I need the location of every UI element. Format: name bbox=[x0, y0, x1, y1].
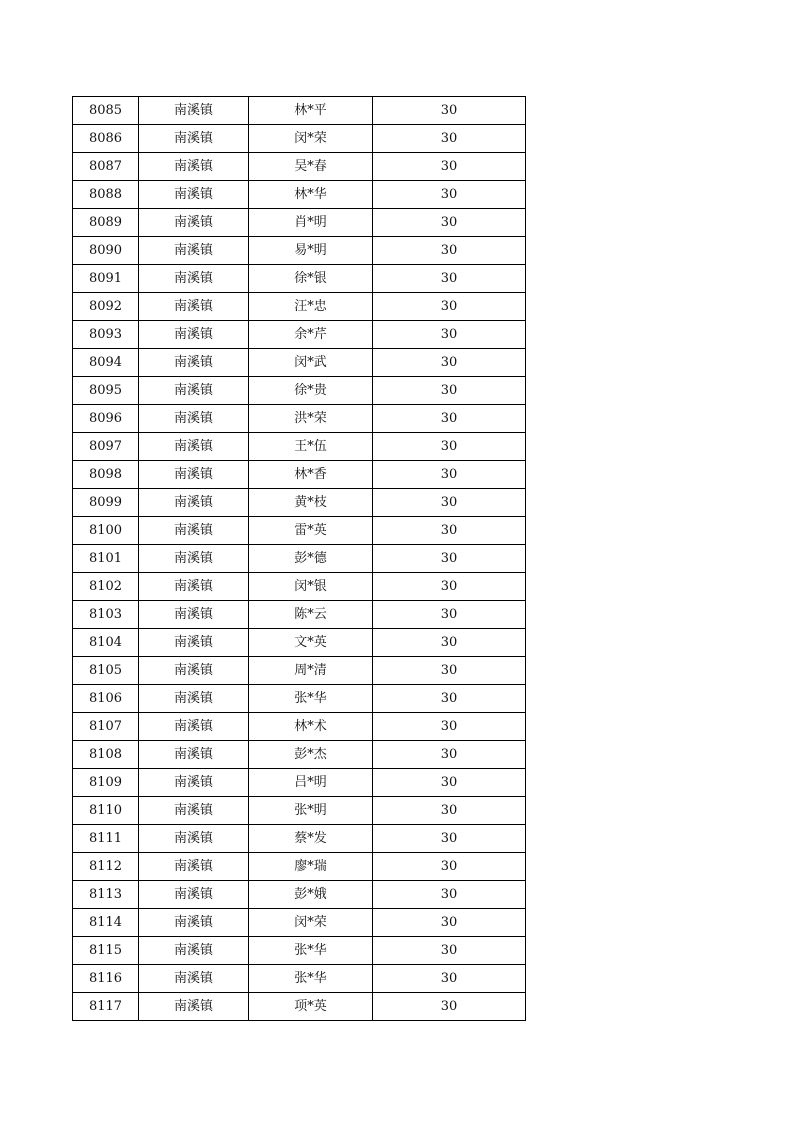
row-number-cell: 8109 bbox=[73, 769, 139, 797]
row-number-cell: 8092 bbox=[73, 293, 139, 321]
table-row bbox=[73, 461, 526, 489]
table-row bbox=[73, 993, 526, 1021]
table-row bbox=[73, 713, 526, 741]
table-row bbox=[73, 321, 526, 349]
table-row bbox=[73, 657, 526, 685]
row-number-cell: 8090 bbox=[73, 237, 139, 265]
amount-cell: 30 bbox=[373, 909, 526, 937]
name-cell: 彭*杰 bbox=[249, 741, 373, 769]
amount-cell: 30 bbox=[373, 937, 526, 965]
name-cell: 王*伍 bbox=[249, 433, 373, 461]
row-number-cell: 8106 bbox=[73, 685, 139, 713]
amount-cell: 30 bbox=[373, 741, 526, 769]
table-row bbox=[73, 489, 526, 517]
name-cell: 肖*明 bbox=[249, 209, 373, 237]
row-number-cell: 8101 bbox=[73, 545, 139, 573]
table-row bbox=[73, 293, 526, 321]
town-cell: 南溪镇 bbox=[139, 265, 249, 293]
amount-cell: 30 bbox=[373, 797, 526, 825]
table-row bbox=[73, 377, 526, 405]
name-cell: 易*明 bbox=[249, 237, 373, 265]
row-number-cell: 8115 bbox=[73, 937, 139, 965]
amount-cell: 30 bbox=[373, 853, 526, 881]
row-number-cell: 8094 bbox=[73, 349, 139, 377]
row-number-cell: 8091 bbox=[73, 265, 139, 293]
amount-cell: 30 bbox=[373, 573, 526, 601]
row-number-cell: 8111 bbox=[73, 825, 139, 853]
name-cell: 吴*春 bbox=[249, 153, 373, 181]
amount-cell: 30 bbox=[373, 293, 526, 321]
row-number-cell: 8113 bbox=[73, 881, 139, 909]
amount-cell: 30 bbox=[373, 545, 526, 573]
name-cell: 林*平 bbox=[249, 97, 373, 125]
amount-cell: 30 bbox=[373, 125, 526, 153]
table-body bbox=[73, 97, 526, 1021]
table-row bbox=[73, 881, 526, 909]
row-number-cell: 8093 bbox=[73, 321, 139, 349]
row-number-cell: 8088 bbox=[73, 181, 139, 209]
row-number-cell: 8110 bbox=[73, 797, 139, 825]
row-number-cell: 8089 bbox=[73, 209, 139, 237]
name-cell: 吕*明 bbox=[249, 769, 373, 797]
town-cell: 南溪镇 bbox=[139, 993, 249, 1021]
name-cell: 徐*贵 bbox=[249, 377, 373, 405]
row-number-cell: 8104 bbox=[73, 629, 139, 657]
table-row bbox=[73, 517, 526, 545]
name-cell: 项*英 bbox=[249, 993, 373, 1021]
name-cell: 闵*荣 bbox=[249, 125, 373, 153]
name-cell: 林*术 bbox=[249, 713, 373, 741]
amount-cell: 30 bbox=[373, 825, 526, 853]
table-row bbox=[73, 97, 526, 125]
amount-cell: 30 bbox=[373, 97, 526, 125]
name-cell: 蔡*发 bbox=[249, 825, 373, 853]
name-cell: 陈*云 bbox=[249, 601, 373, 629]
town-cell: 南溪镇 bbox=[139, 545, 249, 573]
name-cell: 汪*忠 bbox=[249, 293, 373, 321]
table-row bbox=[73, 965, 526, 993]
name-cell: 余*芹 bbox=[249, 321, 373, 349]
town-cell: 南溪镇 bbox=[139, 405, 249, 433]
table-row bbox=[73, 405, 526, 433]
name-cell: 彭*娥 bbox=[249, 881, 373, 909]
amount-cell: 30 bbox=[373, 881, 526, 909]
town-cell: 南溪镇 bbox=[139, 461, 249, 489]
town-cell: 南溪镇 bbox=[139, 349, 249, 377]
town-cell: 南溪镇 bbox=[139, 573, 249, 601]
amount-cell: 30 bbox=[373, 601, 526, 629]
name-cell: 周*清 bbox=[249, 657, 373, 685]
amount-cell: 30 bbox=[373, 685, 526, 713]
row-number-cell: 8107 bbox=[73, 713, 139, 741]
name-cell: 闵*武 bbox=[249, 349, 373, 377]
table-row bbox=[73, 153, 526, 181]
name-cell: 徐*银 bbox=[249, 265, 373, 293]
town-cell: 南溪镇 bbox=[139, 825, 249, 853]
town-cell: 南溪镇 bbox=[139, 685, 249, 713]
town-cell: 南溪镇 bbox=[139, 377, 249, 405]
town-cell: 南溪镇 bbox=[139, 853, 249, 881]
amount-cell: 30 bbox=[373, 265, 526, 293]
name-cell: 闵*银 bbox=[249, 573, 373, 601]
town-cell: 南溪镇 bbox=[139, 125, 249, 153]
amount-cell: 30 bbox=[373, 377, 526, 405]
town-cell: 南溪镇 bbox=[139, 965, 249, 993]
name-cell: 林*香 bbox=[249, 461, 373, 489]
name-cell: 雷*英 bbox=[249, 517, 373, 545]
amount-cell: 30 bbox=[373, 713, 526, 741]
table-row bbox=[73, 349, 526, 377]
amount-cell: 30 bbox=[373, 461, 526, 489]
table-row bbox=[73, 237, 526, 265]
amount-cell: 30 bbox=[373, 153, 526, 181]
town-cell: 南溪镇 bbox=[139, 321, 249, 349]
amount-cell: 30 bbox=[373, 321, 526, 349]
amount-cell: 30 bbox=[373, 769, 526, 797]
name-cell: 黄*枝 bbox=[249, 489, 373, 517]
name-cell: 闵*荣 bbox=[249, 909, 373, 937]
row-number-cell: 8087 bbox=[73, 153, 139, 181]
row-number-cell: 8100 bbox=[73, 517, 139, 545]
name-cell: 张*华 bbox=[249, 965, 373, 993]
table-row bbox=[73, 545, 526, 573]
amount-cell: 30 bbox=[373, 433, 526, 461]
row-number-cell: 8085 bbox=[73, 97, 139, 125]
town-cell: 南溪镇 bbox=[139, 489, 249, 517]
row-number-cell: 8105 bbox=[73, 657, 139, 685]
amount-cell: 30 bbox=[373, 489, 526, 517]
table-row bbox=[73, 433, 526, 461]
amount-cell: 30 bbox=[373, 181, 526, 209]
row-number-cell: 8114 bbox=[73, 909, 139, 937]
row-number-cell: 8112 bbox=[73, 853, 139, 881]
town-cell: 南溪镇 bbox=[139, 881, 249, 909]
subsidy-table bbox=[72, 96, 526, 1021]
table-row bbox=[73, 769, 526, 797]
row-number-cell: 8108 bbox=[73, 741, 139, 769]
name-cell: 张*明 bbox=[249, 797, 373, 825]
table-row bbox=[73, 853, 526, 881]
table-row bbox=[73, 209, 526, 237]
town-cell: 南溪镇 bbox=[139, 97, 249, 125]
name-cell: 文*英 bbox=[249, 629, 373, 657]
row-number-cell: 8117 bbox=[73, 993, 139, 1021]
amount-cell: 30 bbox=[373, 209, 526, 237]
town-cell: 南溪镇 bbox=[139, 909, 249, 937]
name-cell: 张*华 bbox=[249, 685, 373, 713]
amount-cell: 30 bbox=[373, 405, 526, 433]
town-cell: 南溪镇 bbox=[139, 741, 249, 769]
amount-cell: 30 bbox=[373, 237, 526, 265]
table-row bbox=[73, 909, 526, 937]
table-row bbox=[73, 265, 526, 293]
row-number-cell: 8099 bbox=[73, 489, 139, 517]
town-cell: 南溪镇 bbox=[139, 937, 249, 965]
amount-cell: 30 bbox=[373, 349, 526, 377]
table-row bbox=[73, 937, 526, 965]
town-cell: 南溪镇 bbox=[139, 629, 249, 657]
name-cell: 廖*瑞 bbox=[249, 853, 373, 881]
table-row bbox=[73, 573, 526, 601]
town-cell: 南溪镇 bbox=[139, 433, 249, 461]
table-row bbox=[73, 181, 526, 209]
town-cell: 南溪镇 bbox=[139, 153, 249, 181]
row-number-cell: 8086 bbox=[73, 125, 139, 153]
row-number-cell: 8097 bbox=[73, 433, 139, 461]
table-row bbox=[73, 797, 526, 825]
town-cell: 南溪镇 bbox=[139, 517, 249, 545]
amount-cell: 30 bbox=[373, 517, 526, 545]
amount-cell: 30 bbox=[373, 629, 526, 657]
table-row bbox=[73, 825, 526, 853]
town-cell: 南溪镇 bbox=[139, 769, 249, 797]
table-row bbox=[73, 629, 526, 657]
town-cell: 南溪镇 bbox=[139, 209, 249, 237]
row-number-cell: 8116 bbox=[73, 965, 139, 993]
town-cell: 南溪镇 bbox=[139, 601, 249, 629]
name-cell: 张*华 bbox=[249, 937, 373, 965]
table-row bbox=[73, 601, 526, 629]
table-row bbox=[73, 685, 526, 713]
amount-cell: 30 bbox=[373, 993, 526, 1021]
town-cell: 南溪镇 bbox=[139, 797, 249, 825]
row-number-cell: 8098 bbox=[73, 461, 139, 489]
town-cell: 南溪镇 bbox=[139, 657, 249, 685]
row-number-cell: 8096 bbox=[73, 405, 139, 433]
table-row bbox=[73, 125, 526, 153]
table-row bbox=[73, 741, 526, 769]
row-number-cell: 8102 bbox=[73, 573, 139, 601]
town-cell: 南溪镇 bbox=[139, 237, 249, 265]
town-cell: 南溪镇 bbox=[139, 293, 249, 321]
town-cell: 南溪镇 bbox=[139, 181, 249, 209]
row-number-cell: 8095 bbox=[73, 377, 139, 405]
name-cell: 彭*德 bbox=[249, 545, 373, 573]
amount-cell: 30 bbox=[373, 657, 526, 685]
name-cell: 洪*荣 bbox=[249, 405, 373, 433]
town-cell: 南溪镇 bbox=[139, 713, 249, 741]
name-cell: 林*华 bbox=[249, 181, 373, 209]
row-number-cell: 8103 bbox=[73, 601, 139, 629]
amount-cell: 30 bbox=[373, 965, 526, 993]
